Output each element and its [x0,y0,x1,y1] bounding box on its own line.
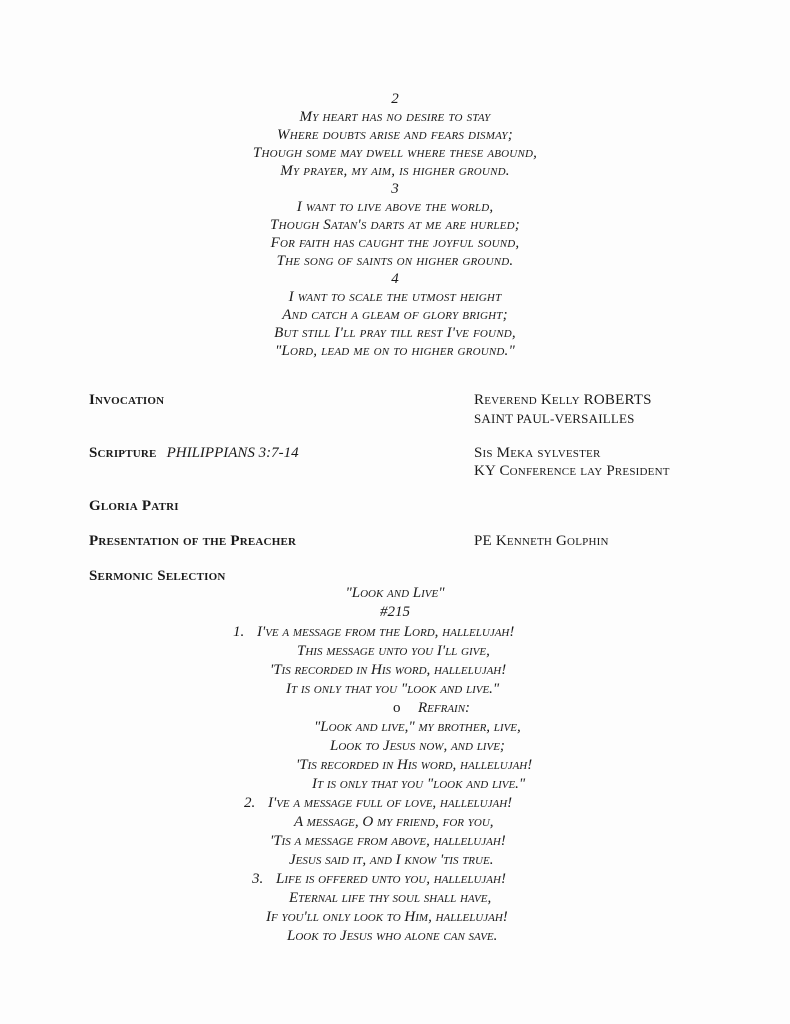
hymn-line: Eternal life thy soul shall have, [289,890,492,906]
hymn-line: "Lord, lead me on to higher ground." [274,343,516,359]
hymn-line: "Look and live," my brother, live, [314,719,521,735]
hymn-line: My prayer, my aim, is higher ground. [280,163,510,179]
hymn-line: 'Tis recorded in His word, hallelujah! [270,662,507,678]
sermon-hymn-number: #215 [380,604,410,620]
hymn-line: I want to live above the world, [296,199,494,215]
refrain-bullet: o [393,700,401,716]
hymn-line: I want to scale the utmost height [288,289,502,305]
verse-number: 3 [391,181,399,197]
invocation-person: Reverend Kelly ROBERTS [474,392,652,408]
hymn-line: This message unto you I'll give, [297,643,490,659]
hymn-line: For faith has caught the joyful sound, [270,235,520,251]
verse-number: 2 [391,91,399,107]
hymn-line: Jesus said it, and I know 'tis true. [289,852,494,868]
scripture-row [89,445,299,462]
hymn-line: Life is offered unto you, hallelujah! [276,871,506,887]
invocation-church: SAINT PAUL-VERSAILLES [474,411,635,426]
refrain-label: Refrain: [418,700,471,716]
hymn-line: 'Tis a message from above, hallelujah! [270,833,506,849]
hymn-line: Look to Jesus who alone can save. [287,928,498,944]
verse-1-number: 1. [233,624,245,640]
presentation-person: PE Kenneth Golphin [474,533,609,549]
hymn-line: 'Tis recorded in His word, hallelujah! [296,757,533,773]
hymn-line: It is only that you "look and live." [286,681,500,697]
hymn-line: My heart has no desire to stay [299,109,491,125]
invocation-label: Invocation [89,392,165,408]
scripture-role: KY Conference lay President [474,463,670,479]
scripture-reference: PHILIPPIANS 3:7-14 [166,445,299,461]
presentation-label: Presentation of the Preacher [89,533,297,549]
hymn-line: Though some may dwell where these abound, [252,145,538,161]
hymn-line: A message, O my friend, for you, [294,814,494,830]
sermon-hymn-title: "Look and Live" [345,585,445,601]
verse-3-number: 3. [252,871,264,887]
hymn-line: If you'll only look to Him, hallelujah! [266,909,508,925]
hymn-line: The song of saints on higher ground. [276,253,514,269]
hymn-line: But still I'll pray till rest I've found, [274,325,516,341]
hymn-line: Look to Jesus now, and live; [330,738,505,754]
sermonic-selection-label: Sermonic Selection [89,568,226,584]
gloria-patri-label: Gloria Patri [89,498,179,514]
hymn-line: I've a message full of love, hallelujah! [268,795,513,811]
hymn-line: And catch a gleam of glory bright; [282,307,508,323]
hymn-line: Where doubts arise and fears dismay; [277,127,513,143]
verse-number: 4 [391,271,399,287]
hymn-verses-top [0,90,790,360]
hymn-line: Though Satan's darts at me are hurled; [270,217,520,233]
hymn-line: I've a message from the Lord, hallelujah! [257,624,515,640]
hymn-line: It is only that you "look and live." [312,776,526,792]
scripture-person: Sis Meka sylvester [474,445,601,461]
scripture-label: Scripture [89,445,157,461]
verse-2-number: 2. [244,795,256,811]
